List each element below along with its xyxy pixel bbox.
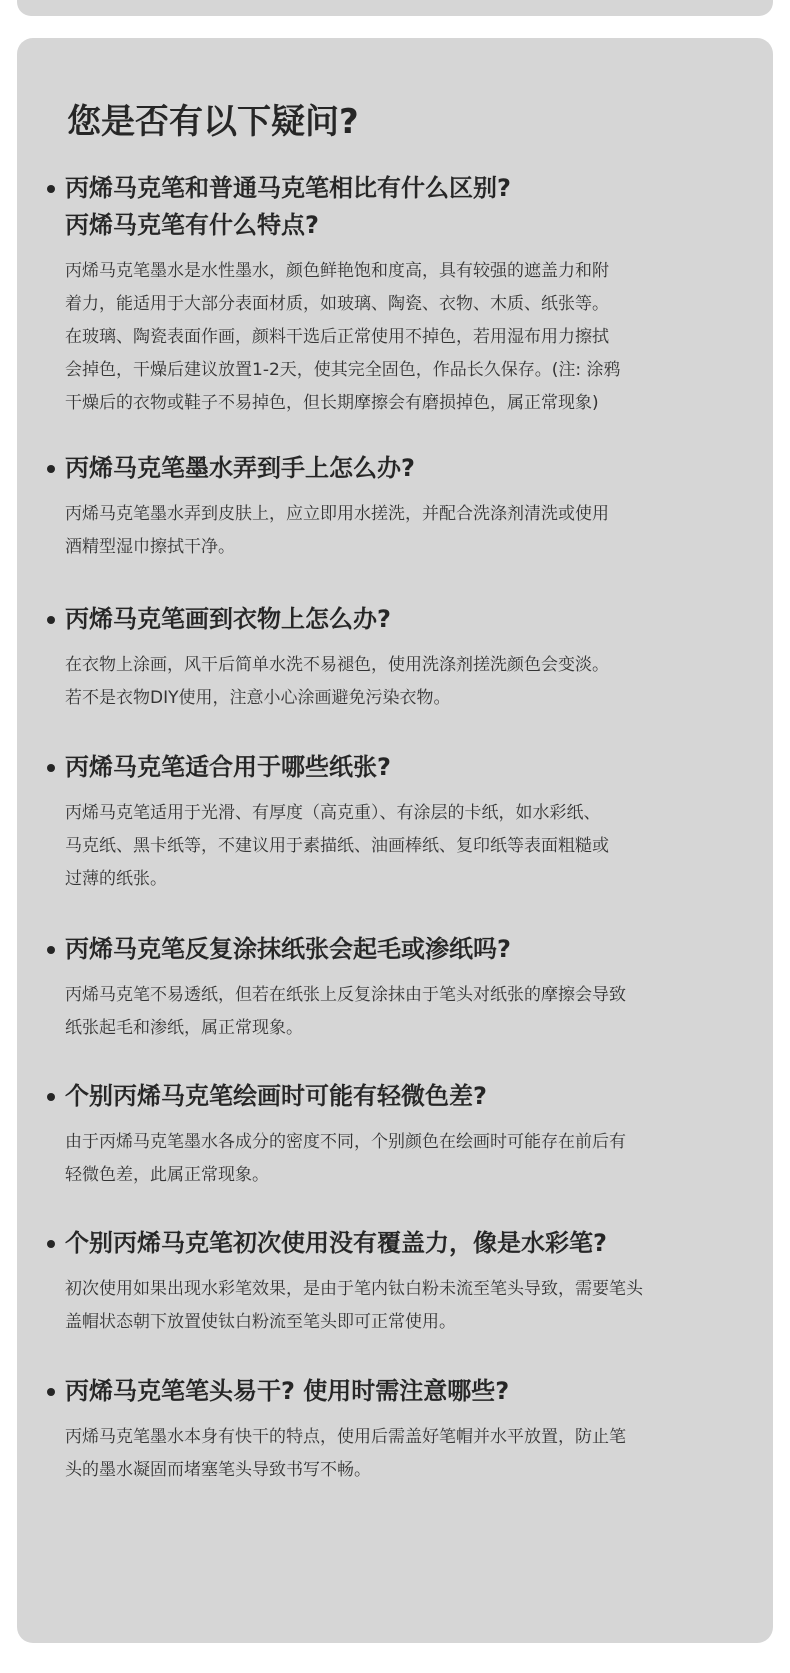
faq-answer: 丙烯马克笔墨水弄到皮肤上，应立即用水搓洗，并配合洗涤剂清洗或使用 酒精型湿巾擦拭干净。 (65, 504, 609, 557)
faq-answer: 丙烯马克笔不易透纸，但若在纸张上反复涂抹由于笔头对纸张的摩擦会导致 纸张起毛和渗纸，属正常现象。 (65, 985, 626, 1038)
bullet-icon (47, 1093, 55, 1101)
faq-question: 丙烯马克笔画到衣物上怎么办? (47, 601, 747, 638)
faq-item (47, 1373, 747, 1487)
bullet-icon (47, 946, 55, 954)
faq-question: 丙烯马克笔适合用于哪些纸张? (47, 749, 747, 786)
bullet-icon (47, 616, 55, 624)
faq-item (47, 749, 747, 896)
faq-question: 丙烯马克笔反复涂抹纸张会起毛或渗纸吗? (47, 931, 747, 968)
previous-section-card (17, 0, 773, 16)
faq-answer: 初次使用如果出现水彩笔效果，是由于笔内钛白粉未流至笔头导致，需要笔头 盖帽状态朝下放置使钛白粉流至笔头即可正常使用。 (65, 1279, 643, 1332)
faq-answer: 丙烯马克笔适用于光滑、有厚度（高克重）、有涂层的卡纸，如水彩纸、 马克纸、黑卡纸等，不建议用于素描纸、油画棒纸、复印纸等表面粗糙或 过薄的纸张。 (65, 803, 609, 889)
faq-item (47, 931, 747, 1045)
faq-answer: 丙烯马克笔墨水本身有快干的特点，使用后需盖好笔帽并水平放置，防止笔 头的墨水凝固而堵塞笔头导致书写不畅。 (65, 1427, 626, 1480)
faq-question: 个别丙烯马克笔绘画时可能有轻微色差? (47, 1078, 747, 1115)
faq-item (47, 170, 747, 420)
faq-answer: 丙烯马克笔墨水是水性墨水，颜色鲜艳饱和度高，具有较强的遮盖力和附 着力，能适用于大部分表面材质，如玻璃、陶瓷、衣物、木质、纸张等。 在玻璃、陶瓷表面作画，颜料干选后正常使用不掉色，若用湿布用力擦拭 会掉色，干燥后建议放置1-2天，使其完全固色，作品长久保存。(注: 涂鸦 干燥后的衣物或鞋子不易掉色，但长期摩擦会有磨损掉色，属正常现象) (65, 261, 621, 413)
faq-answer: 在衣物上涂画，风干后简单水洗不易褪色，使用洗涤剂搓洗颜色会变淡。 若不是衣物DIY使用，注意小心涂画避免污染衣物。 (65, 655, 609, 708)
faq-card (17, 38, 773, 1643)
faq-item (47, 601, 747, 715)
faq-heading: 您是否有以下疑问? (67, 102, 359, 142)
faq-item (47, 1225, 747, 1339)
faq-item (47, 1078, 747, 1192)
faq-item (47, 450, 747, 564)
bullet-icon (47, 1388, 55, 1396)
faq-answer: 由于丙烯马克笔墨水各成分的密度不同，个别颜色在绘画时可能存在前后有 轻微色差，此属正常现象。 (65, 1132, 626, 1185)
bullet-icon (47, 185, 55, 193)
faq-question: 丙烯马克笔和普通马克笔相比有什么区别? 丙烯马克笔有什么特点? (47, 170, 747, 244)
bullet-icon (47, 465, 55, 473)
faq-question: 个别丙烯马克笔初次使用没有覆盖力，像是水彩笔? (47, 1225, 747, 1262)
bullet-icon (47, 1240, 55, 1248)
faq-question: 丙烯马克笔墨水弄到手上怎么办? (47, 450, 747, 487)
bullet-icon (47, 764, 55, 772)
faq-question: 丙烯马克笔笔头易干? 使用时需注意哪些? (47, 1373, 747, 1410)
